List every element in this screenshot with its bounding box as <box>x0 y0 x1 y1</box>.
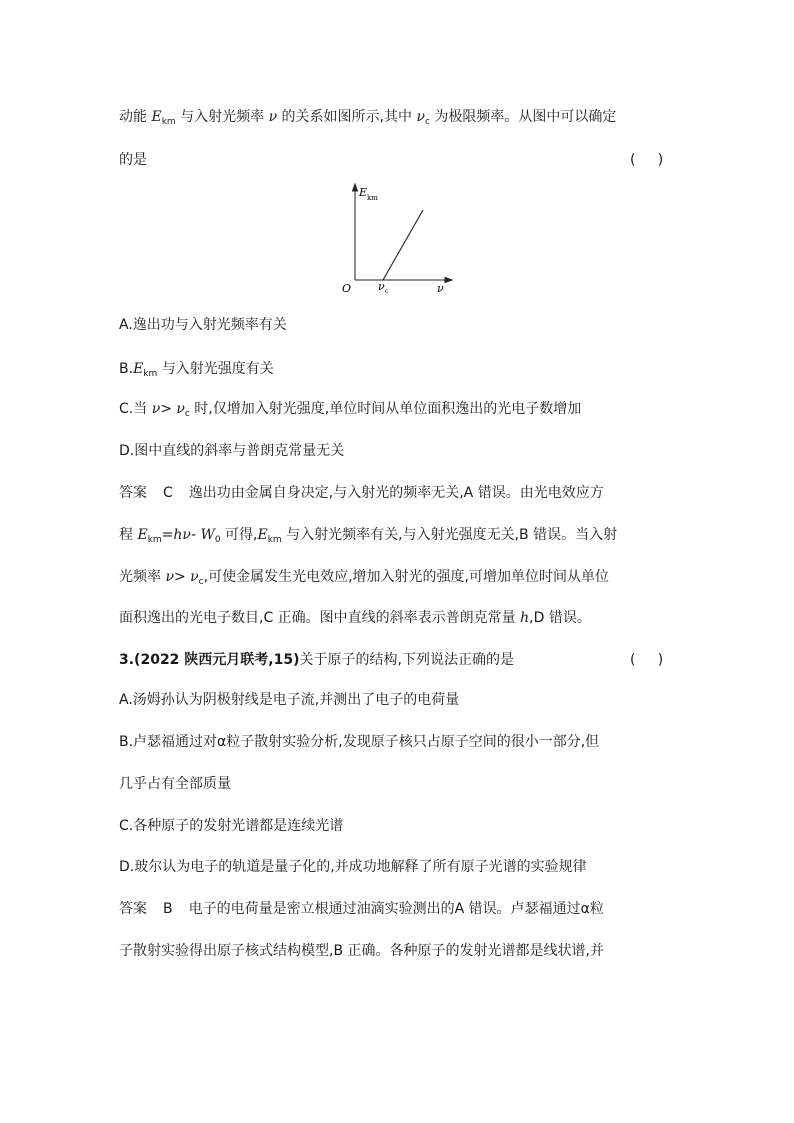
q2-option-a: A.逸出功与入射光频率有关 <box>119 317 287 333</box>
q2-option-b: $B.E_{km}$ 与入射光强度有关 <box>119 361 274 379</box>
q2-answer-line-2: 程 $E_{km}=h\nu-$ $W_0$ 可得$,E_{km}$ 与入射光频率有关,与入射光强度无关,B 错误。当入射 <box>119 527 618 545</box>
q2-answer-line-1: 答案 C 逸出功由金属自身决定,与入射光的频率无关,A 错误。由光电效应方 <box>119 485 604 501</box>
q2-answer-line-4: 面积逸出的光电子数目,C 正确。图中直线的斜率表示普朗克常量 h,D 错误。 <box>119 610 591 626</box>
q3-answer-bracket: ( ) <box>630 652 664 668</box>
x-axis-label: ν <box>437 282 444 295</box>
q3-answer-line-2: 子散射实验得出原子核式结构模型,B 正确。各种原子的发射光谱都是线状谱,并 <box>119 943 604 959</box>
q3-option-b-line-2: 几乎占有全部质量 <box>119 776 231 792</box>
q3-option-d: D.玻尔认为电子的轨道是量子化的,并成功地解释了所有原子光谱的实验规律 <box>119 859 587 875</box>
origin-label: O <box>342 282 352 295</box>
q3-option-a: A.汤姆孙认为阴极射线是电子流,并测出了电子的电荷量 <box>119 692 460 708</box>
x-axis-arrow <box>445 278 452 283</box>
q3-stem: 3.(2022 陕西元月联考,15)关于原子的结构,下列说法正确的是 <box>119 652 514 668</box>
y-axis-label: E <box>359 186 368 199</box>
q2-stem-line-1: 动能 $E_{km}$ 与入射光频率 ν 的关系如图所示,其中 $\nu_c$ 为极限频率。从图中可以确定 <box>119 109 617 127</box>
q3-option-b-line-1: B.卢瑟福通过对α粒子散射实验分析,发现原子核只占原子空间的很小一部分,但 <box>119 734 600 750</box>
q3-answer-line-1: 答案 B 电子的电荷量是密立根通过油滴实验测出的A 错误。卢瑟福通过α粒 <box>119 901 604 917</box>
tick-label-sub: c <box>385 288 389 295</box>
tick-label: ν <box>378 280 385 293</box>
q2-option-d: D.图中直线的斜率与普朗克常量无关 <box>119 443 345 459</box>
y-axis-arrow <box>353 184 358 191</box>
ek-line <box>383 210 423 280</box>
q2-stem-line-2: 的是 <box>119 152 147 168</box>
q2-answer-bracket: ( ) <box>630 152 664 168</box>
y-axis-label-sub: km <box>367 194 378 202</box>
q3-option-c: C.各种原子的发射光谱都是连续光谱 <box>119 818 344 834</box>
q2-answer-line-3: 光频率 $\nu> \nu_c$,可使金属发生光电效应,增加入射光的强度,可增加单位时间从单位 <box>119 569 609 587</box>
q2-option-c: C.当 $\nu> \nu_c$ 时,仅增加入射光强度,单位时间从单位面积逸出的光电子数增加 <box>119 401 582 419</box>
ek-frequency-graph <box>340 182 460 300</box>
